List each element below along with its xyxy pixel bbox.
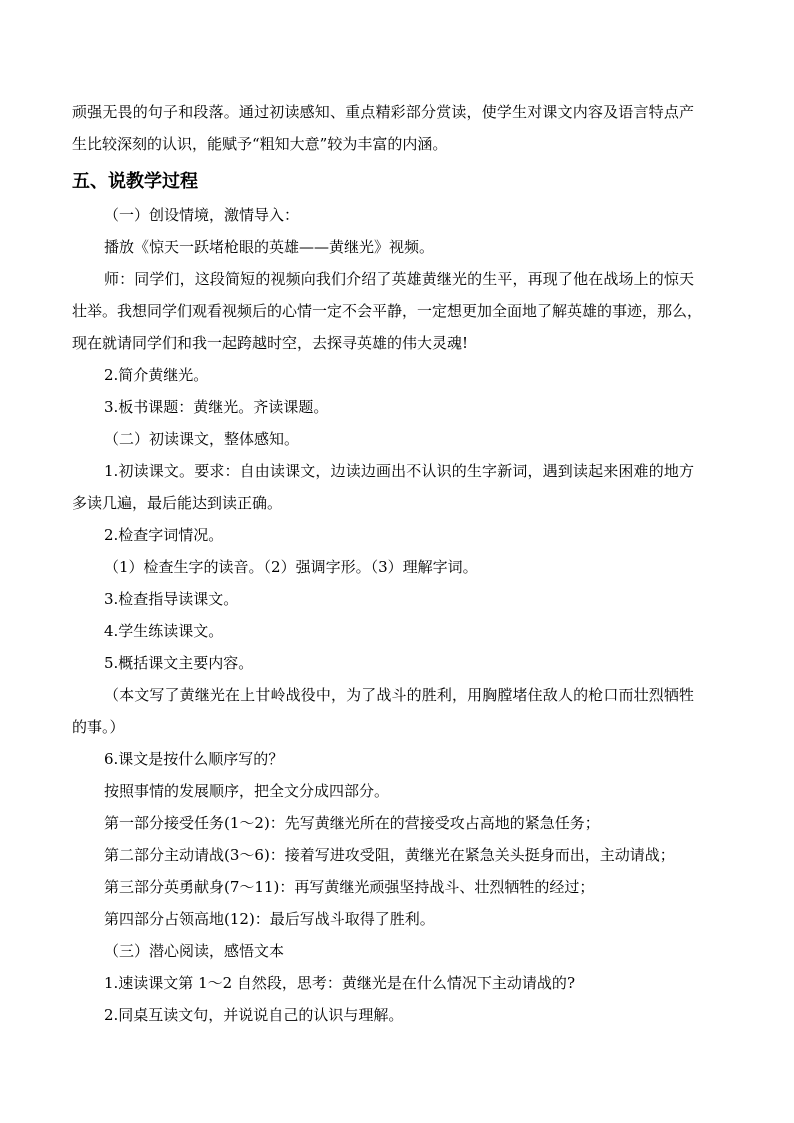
part3-step-1: 1.速读课文第 1～2 自然段，思考：黄继光是在什么情况下主动请战的? [104,974,575,992]
part2-title: （二）初读课文，整体感知。 [104,430,300,448]
part2-step-6: 6.课文是按什么顺序写的？ [104,750,284,768]
part1-teacher-line-2: 壮举。我想同学们观看视频后的心情一定不会平静，一定想更加全面地了解英雄的事迹，那么， [72,302,703,320]
part1-play-video: 播放《惊天一跃堵枪眼的英雄——黄继光》视频。 [104,238,435,256]
part3-step-2: 2.同桌互读文句，并说说自己的认识与理解。 [104,1006,404,1024]
part2-step-1-line-1: 1.初读课文。要求：自由读课文，边读边画出不认识的生字新词，遇到读起来困难的地方 [104,462,694,480]
part2-step-3: 3.检查指导读课文。 [104,590,239,608]
intro-line-2: 生比较深刻的认识，能赋予“粗知大意”较为丰富的内涵。 [72,135,448,153]
part2-order: 按照事情的发展顺序，把全文分成四部分。 [104,782,390,800]
part2-step-4: 4.学生练读课文。 [104,622,224,640]
part2-summary-line-1: （本文写了黄继光在上甘岭战役中，为了战斗的胜利，用胸膛堵住敌人的枪口而壮烈牺牲 [104,686,694,704]
intro-line-1: 顽强无畏的句子和段落。通过初读感知、重点精彩部分赏读，使学生对课文内容及语言特点产 [72,103,694,121]
part2-section-2: 第二部分主动请战(3～6)：接着写进攻受阻，黄继光在紧急关头挺身而出，主动请战； [104,846,675,864]
part1-teacher-line-3: 现在就请同学们和我一起跨越时空，去探寻英雄的伟大灵魂! [72,334,469,352]
part2-section-3: 第三部分英勇献身(7～11)：再写黄继光顽强坚持战斗、壮烈牺牲的经过； [104,878,595,896]
part2-step-5: 5.概括课文主要内容。 [104,654,254,672]
part1-title: （一）创设情境，激情导入： [104,206,300,224]
part2-section-4: 第四部分占领高地(12)：最后写战斗取得了胜利。 [104,910,435,928]
part2-summary-line-2: 的事。） [72,718,125,736]
part2-section-1: 第一部分接受任务(1～2)：先写黄继光所在的营接受攻占高地的紧急任务； [104,814,600,832]
part1-teacher-line-1: 师：同学们，这段简短的视频向我们介绍了英雄黄继光的生平，再现了他在战场上的惊天 [104,270,694,288]
section-heading: 五、说教学过程 [72,171,198,192]
part2-step-2-detail: （1）检查生字的读音。（2）强调字形。（3）理解字词。 [104,558,478,576]
part3-title: （三）潜心阅读，感悟文本 [104,942,285,960]
part2-step-2: 2.检查字词情况。 [104,526,224,544]
part2-step-1-line-2: 多读几遍，最后能达到读正确。 [72,494,283,512]
part1-step-3: 3.板书课题：黄继光。齐读课题。 [104,398,329,416]
part1-step-2: 2.简介黄继光。 [104,366,209,384]
